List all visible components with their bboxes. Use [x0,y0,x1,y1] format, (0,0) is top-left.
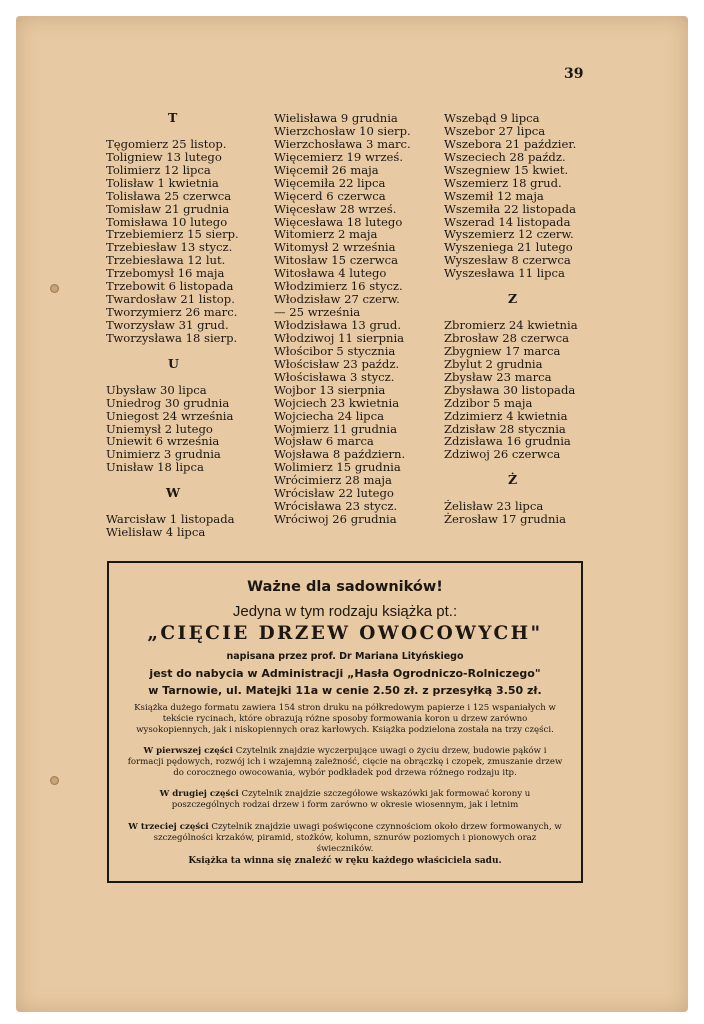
name-day-entry: Wszerad 14 listopada [444,214,571,229]
page-number: 39 [564,66,584,82]
ad-availability-line-1: jest do nabycia w Administracji „Hasła Ogrodniczo-Rolniczego" [149,667,541,680]
name-day-entry: Więcesława 18 lutego [274,214,403,229]
name-day-entry: Unisław 18 lipca [106,460,204,475]
name-day-entry: Tolimierz 12 lipca [106,162,211,177]
ad-description: Książka dużego formatu zawiera 154 stron druku na półkredowym papierze i 125 wspaniałych w tekście rycinach, które obrazują różne sposoby formowania koron u drzew zarówno wysokopiennych, jak i niskopiennych oraz karłowych. Książka podzielona została na trzy części. [134,703,556,735]
name-day-entry: Wyszesława 11 lipca [444,266,565,281]
name-day-entry: Uniedrog 30 grudnia [106,395,230,410]
name-day-entry: Żelisław 23 lipca [444,499,544,514]
name-day-entry: Wszemił 12 maja [444,188,544,203]
name-day-entry: Żerosław 17 grudnia [444,512,567,527]
name-day-entry: Włodzisława 13 grud. [274,318,402,332]
zh-name-list [444,500,578,526]
name-day-entry: Wyszemierz 12 czerw. [444,227,574,242]
ad-part-two [125,789,565,811]
name-day-entry: Wojciech 23 kwietnia [274,395,400,410]
name-day-entry: Więcemił 26 maja [274,162,379,177]
ad-part-two-text: Czytelnik znajdzie szczegółowe wskazówki jak formować korony u poszczególnych rodzai drzew i form zarówno w okresie wiosennym, jak i letnim [171,789,531,810]
name-day-entry: Tomisław 21 grudnia [106,201,230,216]
name-day-entry: Wierzchosław 10 sierp. [274,123,411,138]
name-day-entry: Witomysł 2 września [274,240,396,255]
name-day-entry: Zbygniew 17 marca [444,343,561,358]
section-heading-w: W [166,485,181,501]
name-day-entry: Warcisław 1 listopada [106,512,235,527]
name-day-entry: Tomisława 10 lutego [106,214,228,229]
name-day-entry: Trzebomysł 16 maja [106,266,225,281]
name-day-entry: Ubysław 30 lipca [106,382,207,397]
ad-part-one-lead: W pierwszej części [143,746,234,756]
ad-headline: Ważne dla sadowników! [247,579,443,595]
punch-hole-bottom [50,776,59,785]
name-day-entry: Więcesław 28 wrześ. [274,201,397,216]
z-name-list [444,319,578,461]
name-day-entry: Trzebowit 6 listopada [106,279,234,294]
ad-book-title: „CIĘCIE DRZEW OWOCOWYCH" [147,623,543,644]
section-heading-t: T [168,110,178,125]
w-name-list-continued [274,112,411,526]
name-day-entry: Uniegost 24 września [106,408,234,423]
name-day-entry: — 25 września [274,305,361,320]
name-day-entry: Tworzysław 31 grud. [106,318,229,332]
w-name-list [106,513,239,539]
name-day-entry: Włodzisław 27 czerw. [274,292,400,307]
name-day-entry: Wolimierz 15 grudnia [274,460,401,475]
name-column-1 [106,112,239,539]
name-day-entry: Tęgomierz 25 listop. [106,136,227,151]
name-day-entry: Unimierz 3 grudnia [106,447,221,462]
name-day-entry: Witomierz 2 maja [274,227,378,242]
name-day-entry: Wierzchosława 3 marc. [274,136,411,151]
name-day-entry: Wojciecha 24 lipca [274,408,385,423]
ad-part-three-lead: W trzeciej części [128,822,209,832]
name-column-2 [274,112,411,526]
section-heading-u: U [168,355,179,371]
name-day-entry: Wszemiła 22 listopada [444,201,577,216]
book-advertisement [107,561,583,883]
ad-part-one [125,746,565,779]
name-day-entry: Wyszesław 8 czerwca [444,253,571,268]
name-day-entry: Zdzimierz 4 kwietnia [444,408,568,423]
name-day-entry: Wielisława 9 grudnia [274,111,398,125]
ad-part-one-text: Czytelnik znajdzie wyczerpujące uwagi o życiu drzew, budowie pąków i formacji pędowych, rozwój ich i wzajemną zależność, cięcie na obrączkę i czopek, zmuszanie drzew do corocznego owocowania, wybór podkładek pod drzewa różnego rodzaju itp. [127,746,563,778]
name-day-entry: Wojsława 8 październ. [274,447,406,462]
section-heading-z: Z [508,291,518,307]
u-name-list [106,384,239,475]
name-day-entry: Trzebiesława 12 lut. [106,253,226,268]
name-day-entry: Zdzisław 28 stycznia [444,421,566,436]
ad-part-two-lead: W drugiej części [159,789,239,799]
name-day-entry: Wszegniew 15 kwiet. [444,162,569,177]
name-day-entry: Wrócisław 22 lutego [274,486,394,501]
ad-availability-line-2: w Tarnowie, ul. Matejki 11a w cenie 2.50 zł. z przesyłką 3.50 zł. [148,684,542,697]
name-day-entry: Wielisław 4 lipca [106,525,206,539]
name-day-entry: Włodziwoj 11 sierpnia [274,330,405,345]
ad-subhead: Jedyna w tym rodzaju książka pt.: [232,603,458,620]
name-day-entry: Więcemierz 19 wrześ. [274,149,404,164]
name-day-entry: Wyszeniega 21 lutego [444,240,573,255]
name-day-entry: Wojbor 13 sierpnia [274,382,386,397]
name-day-entry: Tolisława 25 czerwca [106,188,232,203]
name-day-entry: Witosława 4 lutego [274,266,387,281]
name-day-entry: Zbysław 23 marca [444,369,552,384]
name-day-entry: Wojsław 6 marca [274,434,374,449]
name-day-entry: Wojmierz 11 grudnia [274,421,397,436]
name-day-entry: Więcerd 6 czerwca [274,188,386,203]
name-day-entry: Wszemierz 18 grud. [444,175,562,190]
name-day-entry: Włościsława 3 stycz. [274,369,395,384]
ad-closing: Książka ta winna się znaleźć w ręku każdego właściciela sadu. [188,856,502,866]
name-day-entry: Uniemysł 2 lutego [106,421,213,436]
name-day-entry: Zbylut 2 grudnia [444,356,543,371]
name-day-entry: Wrócisława 23 stycz. [274,499,398,514]
name-day-entry: Tworzysława 18 sierp. [106,330,238,345]
w-name-list-end [444,112,578,280]
name-day-entry: Więcemiła 22 lipca [274,175,386,190]
name-day-entry: Zdziwoj 26 czerwca [444,447,561,462]
name-day-entry: Zdzisława 16 grudnia [444,434,571,449]
name-day-entry: Wszebora 21 paździer. [444,136,577,151]
name-column-3 [444,112,578,526]
name-day-entry: Włodzimierz 16 stycz. [274,279,403,294]
punch-hole-top [50,284,59,293]
ad-author: napisana przez prof. Dr Mariana Lityńskiego [226,651,464,662]
name-day-entry: Zbysława 30 listopada [444,382,576,397]
name-day-entry: Trzebiemierz 15 sierp. [106,227,239,242]
name-day-entry: Tolisław 1 kwietnia [106,175,219,190]
name-day-entry: Wszebąd 9 lipca [444,111,540,125]
name-day-entry: Zdzibor 5 maja [444,395,533,410]
name-day-entry: Toligniew 13 lutego [106,149,222,164]
name-day-entry: Tworzymierz 26 marc. [106,305,238,320]
t-name-list [106,138,239,345]
name-day-entry: Zbromierz 24 kwietnia [444,318,578,332]
name-day-entry: Włościbor 5 stycznia [274,343,396,358]
name-day-entry: Wszebor 27 lipca [444,123,546,138]
name-day-entry: Twardosław 21 listop. [106,292,235,307]
ad-part-three-text: Czytelnik znajdzie uwagi poświęcone czynnościom około drzew formowanych, w szczególności krzaków, piramid, stożków, kolumn, sznurów poziomych i pionowych oraz świeczników. [153,822,562,854]
name-day-entry: Wszeciech 28 paźdz. [444,149,566,164]
ad-part-three [125,822,565,855]
name-day-entry: Wrócimierz 28 maja [274,473,392,488]
section-heading-zh: Ż [508,472,518,488]
name-day-entry: Trzebiesław 13 stycz. [106,240,233,255]
name-day-entry: Wróciwoj 26 grudnia [274,512,397,527]
name-day-entry: Zbrosław 28 czerwca [444,330,570,345]
name-day-entry: Witosław 15 czerwca [274,253,399,268]
name-day-entry: Uniewit 6 września [106,434,220,449]
name-day-entry: Włościsław 23 paźdz. [274,356,400,371]
